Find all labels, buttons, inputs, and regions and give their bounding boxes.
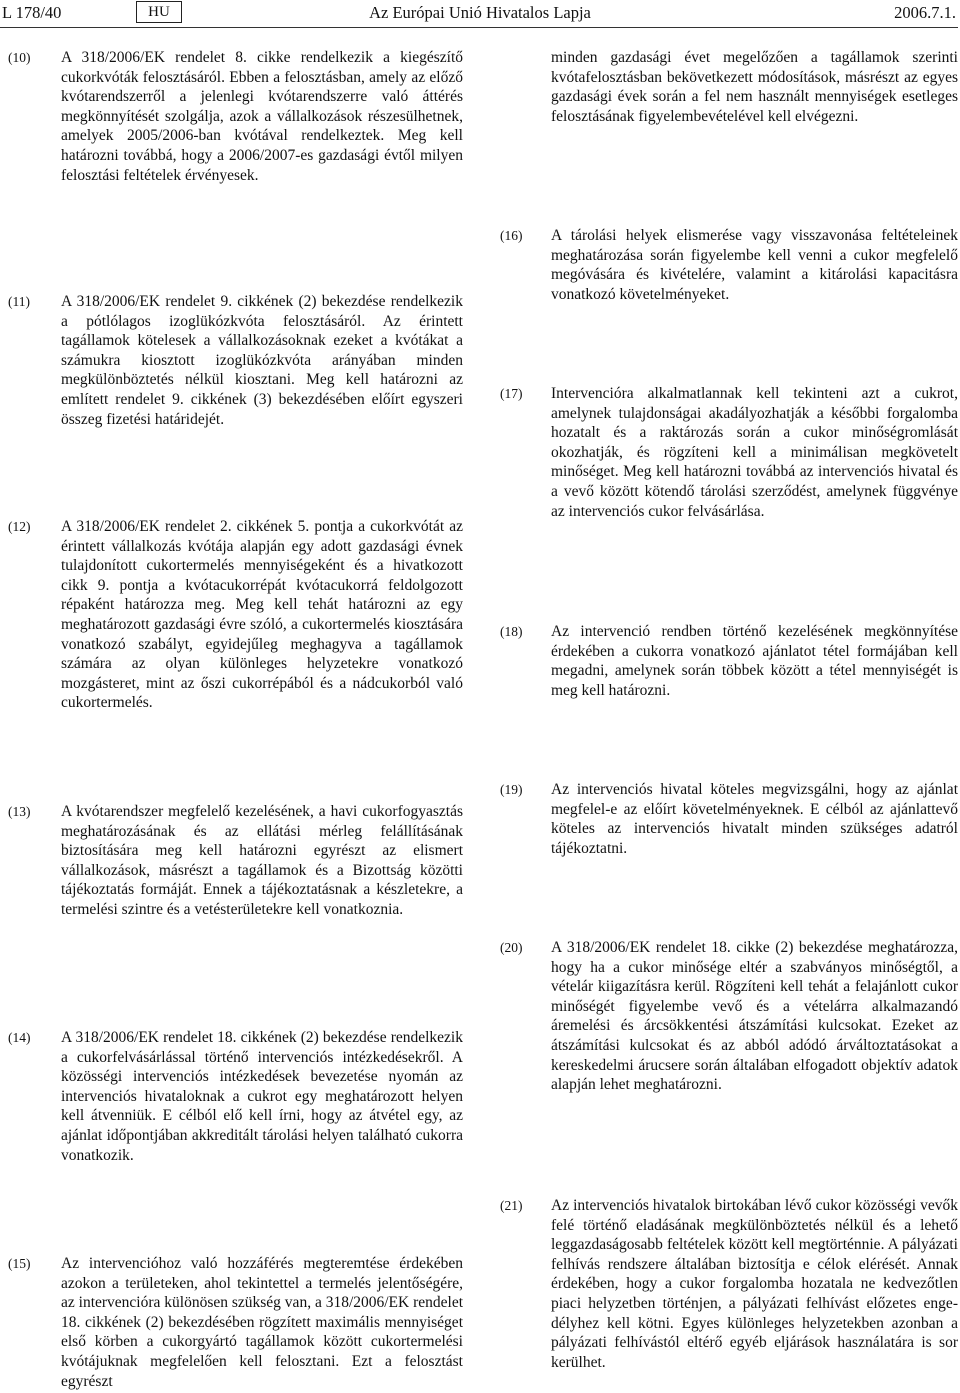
- recital-text: Az intervenciós hivatalok birtokában lévő cukor közösségi vevők felé történő eladásának megkülönböztetés nélkül és a lehető leggazdaságosabb feltételek között kell megtörténnie. A pályázati felhívás rendszere általában biztosítja e célok elérését. Annak érdekében, hogy a cukor forgalomba hozatala ne kedvezőtlen piaci helyzetben történjen, a pályázati felhívást előzetes engedélyhez kell kötni. Egyes különleges helyzetekben azonban a pályázati felhívástól eltérő egyéb eljárások használatára is sor kerülhet.: [551, 1197, 958, 1371]
- page-header: [0, 0, 960, 26]
- recital-number: (16): [500, 228, 523, 243]
- recital-text: Az intervencióhoz való hozzáférés megteremtése érdekében azokon a területeken, ahol tekintettel a termelés jelentőségére, az intervencióra különösen szükség van, a 318/2006/EK rendelet 18. cikkének (2) bekezdésében rögzített maximális mennyiséget első körben a cukorgyártó tagállamok között cukortermelési kvótájuknak megfelelően kell felosztani. Ezt a felosztást egyrészt: [61, 1255, 464, 1390]
- recital-text: A 318/2006/EK rendelet 8. cikke rendelkezik a kiegészítő cukorkvóták felosztásáról. Ebben a felosztásban, amely az előző kvótarendszerről a jelenlegi kvótarendszerre való áttérés megkönnyítését szolgálja, azok a vállalkozások részesülhetnek, amelyek 2005/2006-ban kvótával rendelkeztek. Meg kell határozni továbbá, hogy a 2006/2007-es gazdasági évtől milyen felosztási feltételek érvényesek.: [61, 49, 463, 184]
- journal-title: Az Európai Unió Hivatalos Lapja: [369, 3, 591, 22]
- recital-number: (15): [8, 1256, 31, 1271]
- recital-number: (21): [500, 1198, 523, 1213]
- issue-date: 2006.7.1.: [894, 3, 956, 22]
- recital-number: (14): [8, 1030, 31, 1045]
- recital-text: A 318/2006/EK rendelet 18. cikkének (2) bekezdése rendelkezik a cukorfelvásárlással történő intervenciós intézkedésekről. A közösségi intervenciós intézkedések bevezetése nyomán az intervenciós hivataloknak a cukrot egy meghatározott helyen kell átvenniük. E célból elő kell írni, hogy az átvétel egy, az ajánlat időpontjában akkreditált tárolási helyen található cukorra vonatkozik.: [61, 1029, 463, 1164]
- recital-text: A 318/2006/EK rendelet 18. cikke (2) bekezdése meghatározza, hogy ha a cukor minősége eltér a szabványos minőségtől, a vételár kiigazításra kerül. Rögzíteni kell tehát a felajánlott cukor minőségét figyelembe vevő és a vételárra alkalmazandó áremelési és árcsökkentési átszámítási kulcsokat. Ezeket az átszámítási kulcsokat és az abból adódó árváltoztatásokat a kereskedelmi árucsere során általában elfogadott objektív adatok alapján lehet meghatározni.: [551, 939, 958, 1094]
- recital-text: A 318/2006/EK rendelet 9. cikkének (2) bekezdése rendelkezik a pótlólagos izoglükózkvóta felosztásáról. Az érintett tagállamok kötelesek a vállalkozásoknak ezeket a kvótákat a számukra kiosztott izoglükózkvóta arányában minden megkülönböztetés nélkül kiosztani. Meg kell határozni az említett rendelet 9. cikkének (3) bekezdésében előírt egyszeri összeg fizetési határidejét.: [61, 293, 463, 428]
- header-rule: [0, 27, 958, 28]
- page-reference: L 178/40: [2, 3, 62, 22]
- recital-text: A kvótarendszer megfelelő kezelésének, a havi cukorfogyasztás meghatározásának és az ellátási mérleg felállításának biztosítására meg kell határozni egyrészt az elismert vállalkozások, másrészt a tagállamok és a Bizottság közötti tájékoztatás formáját. Ennek a tájékoztatásnak a készletekre, a termelési szintre és a vetésterületekre kell vonatkoznia.: [61, 803, 463, 918]
- recital-number: (10): [8, 50, 31, 65]
- recital-number: (18): [500, 624, 523, 639]
- recital-number: (11): [8, 294, 30, 309]
- recital-number: (20): [500, 940, 523, 955]
- recital-text: A tárolási helyek elismerése vagy visszavonása feltételeinek meghatározása során figyelembe kell venni a cukor megfelelő megóvására és kivételére, valamint a kitárolási kapacitásra vonatkozó követelményeket.: [551, 227, 958, 303]
- recital-number: (12): [8, 519, 31, 534]
- recital-number: (17): [500, 386, 523, 401]
- recital-text: Intervencióra alkalmatlannak kell tekinteni azt a cukrot, amelynek tulajdonságai akadályozhatják a későbbi forgalomba hozatalt és a raktározás során a cukor minőségromlását okozhatják, és rögzíteni kell a minimálisan megkövetelt minőséget. Meg kell határozni továbbá az intervenciós hivatal és a vevő között kötendő tárolási szerződést, amelynek függvénye az intervenciós cukor felvásárlása.: [551, 385, 958, 520]
- language-badge: HU: [136, 1, 182, 23]
- recital-text: Az intervenciós hivatal köteles megvizsgálni, hogy az ajánlat megfelel-e az előírt követelményeknek. E célból az ajánlattevő köteles az intervenciós hivatalt minden szükséges adatról tájékoztatni.: [551, 781, 958, 857]
- recital-text: A 318/2006/EK rendelet 2. cikkének 5. pontja a cukorkvótát az érintett vállalkozás kvótája alapján egy adott gazdasági évnek tulajdonított cukortermelés mennyiségeként és a hivatkozott cikk 9. pontja a kvótacukorrépát kvótacukorrá feldolgozott répaként határozza meg. Meg kell tehát határozni az egy meghatározott gazdasági évre szóló, a cukortermelés kiosztására vonatkozó szabályt, egyidejűleg meghagyva a tagállamok számára az olyan különleges helyzetekre vonatkozó mozgásteret, mint az őszi cukorrépából és a nádcukorból való cukortermelés.: [61, 518, 463, 712]
- recital-text: minden gazdasági évet megelőzően a tagállamok szerinti kvótafelosztásban bekövetkezett módosítások, másrészt az egyes gazdasági évek során a fel nem használt mennyiségek esetleges felosztásának figyelembevételével kell elvégezni.: [551, 49, 958, 125]
- recital-number: (13): [8, 804, 31, 819]
- recital-number: (19): [500, 782, 523, 797]
- recital-text: Az intervenció rendben történő kezelésének megkönnyítése érdekében a cukorra vonatkozó ajánlatot tétel formájában kell megadni, amelynek során többek között a tétel mennyiségét is meg kell határozni.: [551, 623, 958, 699]
